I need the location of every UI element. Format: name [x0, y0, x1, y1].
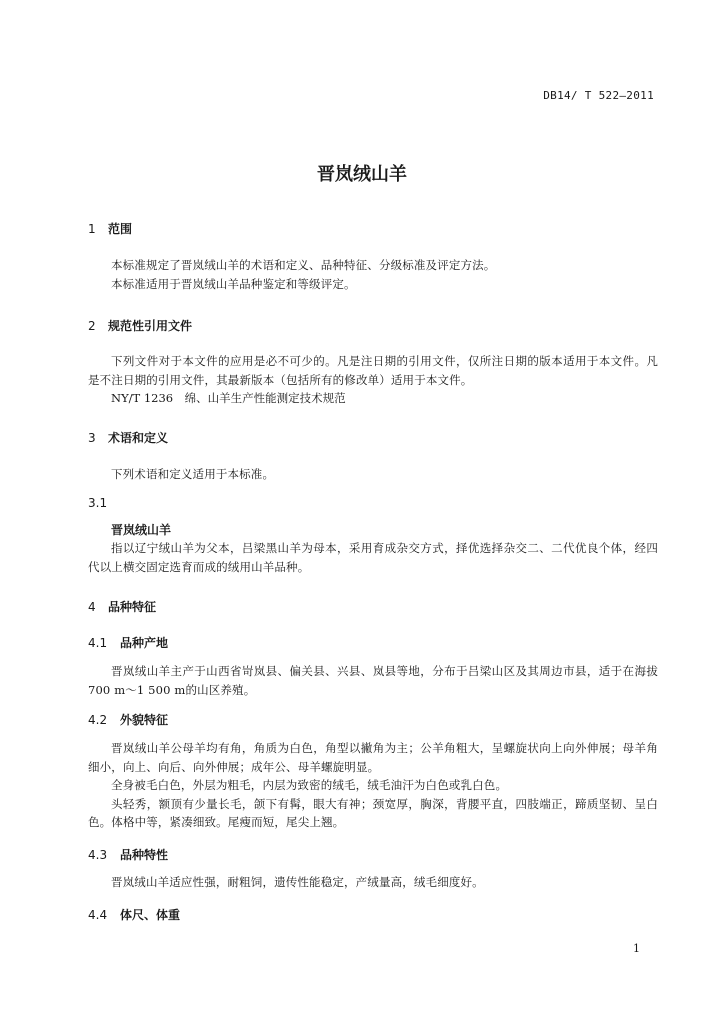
clause-3-1-number [88, 494, 658, 512]
section-3-body [88, 465, 658, 484]
section-3-heading [88, 429, 658, 447]
section-4-2-body [88, 739, 658, 832]
section-title: 范围 [108, 222, 133, 236]
section-number: 4.3 [88, 848, 108, 862]
section-4-4-heading [88, 906, 658, 924]
paragraph: 晋岚绒山羊公母羊均有角，角质为白色，角型以撇角为主；公羊角粗大，呈螺旋状向上向外伸展；母羊角细小，向上、向后、向外伸展；成年公、母羊螺旋明显。 [88, 741, 658, 774]
document-title: 晋岚绒山羊 [317, 164, 407, 185]
paragraph: 头轻秀，额顶有少量长毛，颌下有髯，眼大有神；颈宽厚，胸深，背腰平直，四肢端正，蹄质坚韧、呈白色。体格中等，紧凑细致。尾瘦而短，尾尖上翘。 [88, 796, 658, 829]
section-4-3-heading [88, 846, 658, 864]
section-title: 规范性引用文件 [108, 319, 193, 333]
section-4-3-body [88, 873, 658, 892]
paragraph: 本标准适用于晋岚绒山羊品种鉴定和等级评定。 [111, 276, 356, 291]
clause-number: 3.1 [88, 496, 108, 510]
term-name: 晋岚绒山羊 [111, 523, 172, 537]
paragraph: 下列文件对于本文件的应用是必不可少的。凡是注日期的引用文件，仅所注日期的版本适用于本文件。凡是不注日期的引用文件，其最新版本（包括所有的修改单）适用于本文件。 [88, 354, 658, 387]
paragraph: 下列术语和定义适用于本标准。 [111, 467, 275, 481]
section-4-2-heading [88, 711, 658, 729]
section-number: 3 [88, 431, 96, 445]
paragraph: 晋岚绒山羊适应性强，耐粗饲，遗传性能稳定，产绒量高，绒毛细度好。 [111, 875, 484, 889]
section-title: 体尺、体重 [120, 908, 181, 922]
section-title: 品种特性 [120, 848, 169, 862]
section-2-body [88, 352, 658, 408]
section-4-heading [88, 598, 658, 616]
paragraph: 晋岚绒山羊主产于山西省岢岚县、偏关县、兴县、岚县等地，分布于吕梁山区及其周边市县，适于在海拔700 m～1 500 m的山区养殖。 [88, 664, 658, 697]
section-title: 品种产地 [120, 636, 169, 650]
section-number: 4.4 [88, 908, 108, 922]
page-number: 1 [633, 942, 640, 955]
section-number: 4.2 [88, 713, 108, 727]
term-entry [88, 521, 658, 576]
section-title: 品种特征 [108, 600, 157, 614]
section-title: 外貌特征 [120, 713, 169, 727]
section-4-1-heading [88, 634, 658, 652]
section-4-1-body [88, 662, 658, 699]
section-number: 1 [88, 222, 96, 236]
normative-reference: NY/T 1236 绵、山羊生产性能测定技术规范 [111, 391, 346, 405]
paragraph: 本标准规定了晋岚绒山羊的术语和定义、品种特征、分级标准及评定方法。 [111, 258, 496, 272]
section-title: 术语和定义 [108, 431, 169, 445]
section-1-heading [88, 220, 658, 238]
section-2-heading [88, 317, 658, 335]
standard-number: DB14/ T 522—2011 [543, 89, 654, 102]
section-1-body [88, 256, 658, 293]
term-definition: 指以辽宁绒山羊为父本，吕梁黑山羊为母本，采用育成杂交方式，择优选择杂交二、二代优良个体，经四代以上横交固定选育而成的绒用山羊品种。 [88, 541, 658, 574]
section-number: 4.1 [88, 636, 108, 650]
section-number: 2 [88, 319, 96, 333]
section-number: 4 [88, 600, 96, 614]
paragraph: 全身被毛白色，外层为粗毛，内层为致密的绒毛，绒毛油汗为白色或乳白色。 [111, 778, 508, 792]
